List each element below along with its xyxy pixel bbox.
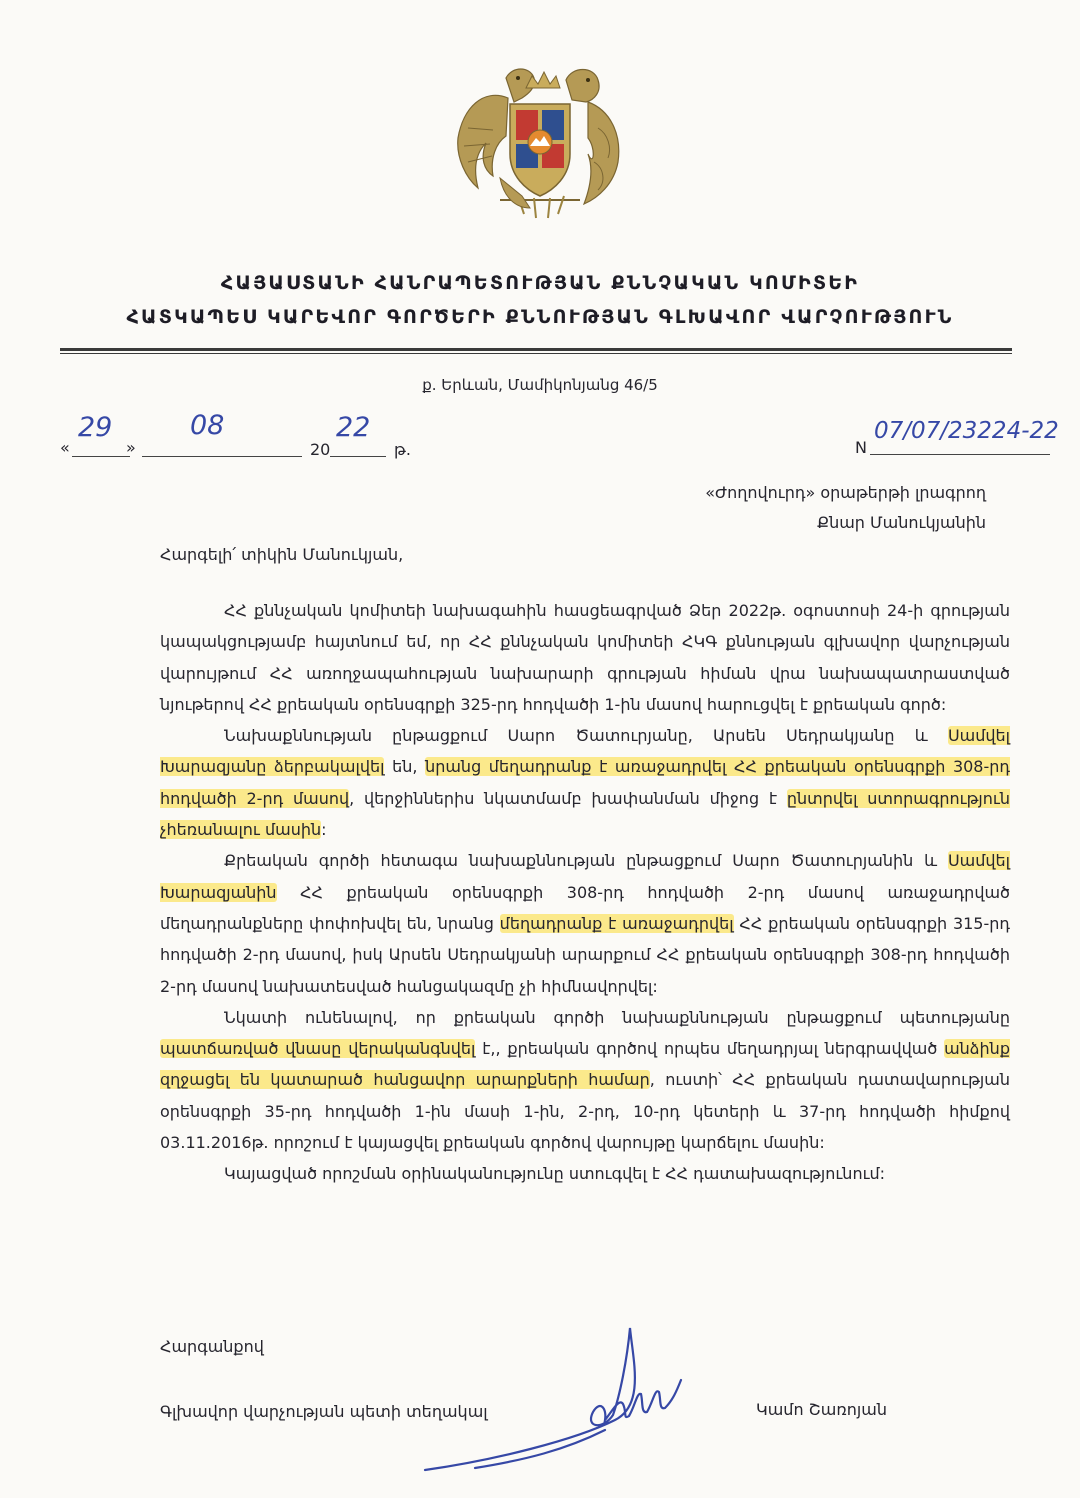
document-number: 07/07/23224-22 [874,418,1059,444]
highlight: պատճառված վնասը վերականգնվել [160,1039,476,1059]
agency-name-line1: ՀԱՅԱՍՏԱՆԻ ՀԱՆՐԱՊԵՏՈՒԹՅԱՆ ՔՆՆՉԱԿԱՆ ԿՈՄԻՏԵԻ [220,272,860,294]
document-number-label: N [855,438,867,457]
date-day: 29 [78,412,113,443]
date-month-underline [142,456,302,457]
handwritten-signature [415,1320,745,1480]
addressee-name: Քնար Մանուկյանին [816,513,986,532]
signatory-title: Գլխավոր վարչության պետի տեղակալ [160,1402,488,1421]
paragraph-2: Նախաքննության ընթացքում Սարո Ծատուրյանը, Արսեն Սեդրակյանը և Սամվել Խարազյանը ձերբակալվել են, նրանց մեղադրանք է առաջադրվել ՀՀ քրեական օրենսգրքի 308-րդ հոդվածի 2-րդ մասով, վերջիններիս նկատմամբ խափանման միջոց է ընտրվել ստորագրություն չհեռանալու մասին: [160,726,1011,840]
paragraph-4: Նկատի ունենալով, որ քրեական գործի նախաքննության ընթացքում պետությանը պատճառված վնասը վերականգնվել է,, քրեական գործով որպես մեղադրյալ ներգրավված անձինք զղջացել են կատարած հանցավոր արարքների համար, ուստի՝ ՀՀ քրեական դատավարության օրենսգրքի 35-րդ հոդվածի 1-ին մասի 1-ին, 2-րդ, 10-րդ կետերի և 37-րդ հոդվածի հիմքով 03.11.2016թ. որոշում է կայացվել քրեական գործով վարույթը կարճելու մասին: [160,1007,1010,1153]
paragraph-3: Քրեական գործի հետագա նախաքննության ընթացքում Սարո Ծատուրյանին և Սամվել Խարազյանին ՀՀ քրեական օրենսգրքի 308-րդ հոդվածի 2-րդ մասով առաջադրված մեղադրանքները փոփոխվել են, նրանց մեղադրանք է առաջադրվել ՀՀ քրեական օրենսգրքի 315-րդ հոդվածի 2-րդ մասով, իսկ Արսեն Սեդրակյանի արարքում ՀՀ քրեական օրենսգրքի 308-րդ հոդվածի 2-րդ մասով նախատեսված հանցակազմը չի հիմնավորվել: [160,851,1011,996]
date-month: 08 [190,410,225,441]
document-number-underline [870,454,1050,455]
agency-name-line2: ՀԱՏԿԱՊԵՍ ԿԱՐԵՎՈՐ ԳՈՐԾԵՐԻ ՔՆՆՈՒԹՅԱՆ ԳԼԽԱՎՈՐ ՎԱՐՉՈՒԹՅՈՒՆ [126,306,954,328]
highlight: անձինք զղջացել են կատարած հանցավոր արարքների համար [160,1039,1010,1090]
closing: Հարգանքով [160,1337,264,1356]
date-row [60,412,1060,462]
highlight: Սամվել Խարազյանը ձերբակալվել [160,726,1010,777]
date-year-suffix: 22 [336,412,371,443]
date-open-quote: « [60,438,70,457]
highlight: ընտրվել ստորագրություն չհեռանալու մասին [160,788,1010,840]
header-divider [60,348,1012,351]
header-divider-thin [60,353,1012,354]
date-close-quote: » [126,438,136,457]
signatory-name: Կամո Շառոյան [756,1400,887,1419]
letter-body [160,595,1010,1190]
date-year-prefix: 20 [310,440,331,459]
date-year-underline [330,456,386,457]
highlight: նրանց մեղադրանք է առաջադրվել ՀՀ քրեական օրենսգրքի 308-րդ հոդվածի 2-րդ մասով [160,757,1011,808]
highlight: մեղադրանք է առաջադրվել [499,913,734,933]
coat-of-arms-emblem [438,58,642,224]
highlight: Սամվել Խարազյանին [160,851,1010,902]
agency-address: ք. Երևան, Մամիկոնյանց 46/5 [422,376,658,394]
paragraph-1: ՀՀ քննչական կոմիտեի նախագահին հասցեագրված Ձեր 2022թ. օգոստոսի 24-ի գրության կապակցությամբ հայտնում եմ, որ ՀՀ քննչական կոմիտեի ՀԿԳ քննության գլխավոր վարչության վարույթում ՀՀ առողջապահության նախարարի գրության հիման վրա նախապատրաստված նյութերով ՀՀ քրեական օրենսգրքի 325-րդ հոդվածի 1-ին մասով հարուցվել է քրեական գործ: [160,601,1010,714]
greeting: Հարգելի՛ տիկին Մանուկյան, [160,545,404,564]
paragraph-5: Կայացված որոշման օրինականությունը ստուգվել է ՀՀ դատախազությունում: [224,1164,886,1184]
addressee-position: «Ժողովուրդ» օրաթերթի լրագրող [705,483,986,502]
date-day-underline [72,456,130,457]
date-year-abbr: թ. [394,440,411,459]
